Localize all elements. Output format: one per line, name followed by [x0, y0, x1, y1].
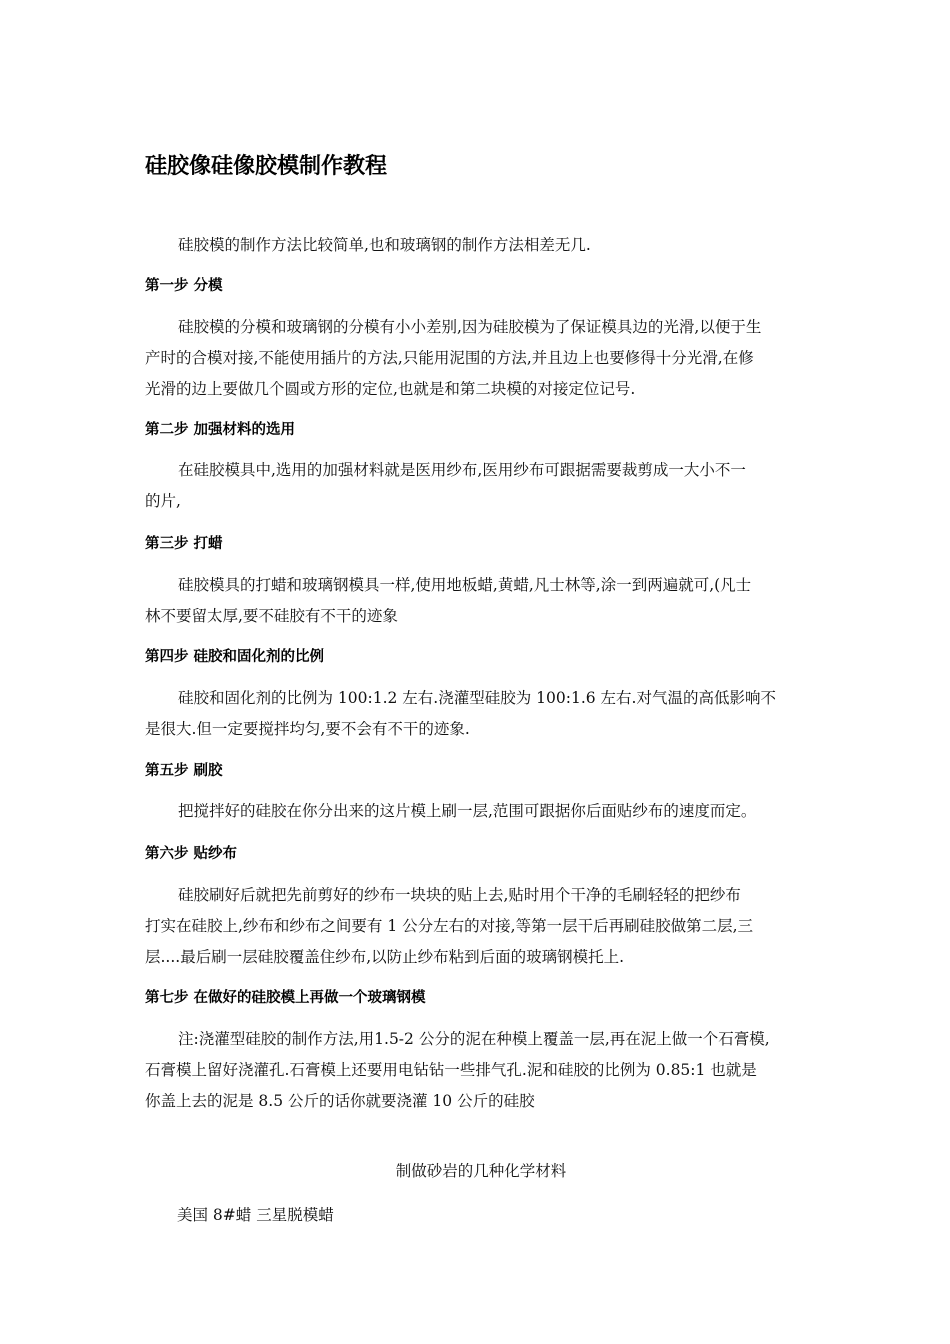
step-3-paragraph	[145, 570, 817, 632]
step-2-line-2: 的片,	[145, 492, 181, 510]
intro-paragraph	[145, 230, 817, 261]
step-7-paragraph	[145, 1024, 817, 1117]
step-4-line-2: 是很大.但一定要搅拌均匀,要不会有不干的迹象.	[145, 720, 470, 738]
materials-line: 美国 8#蜡 三星脱模蜡	[177, 1206, 334, 1224]
step-1-heading: 第一步 分模	[145, 278, 223, 294]
step-4-heading: 第四步 硅胶和固化剂的比例	[145, 649, 325, 665]
step-4-paragraph	[145, 683, 817, 745]
step-2-paragraph	[145, 455, 817, 517]
step-5-heading: 第五步 刷胶	[145, 763, 223, 779]
step-6-line-1: 硅胶刷好后就把先前剪好的纱布一块块的贴上去,贴时用个干净的毛刷轻轻的把纱布	[178, 886, 741, 904]
step-7-heading: 第七步 在做好的硅胶模上再做一个玻璃钢模	[145, 990, 426, 1006]
step-3-heading: 第三步 打蜡	[145, 536, 223, 552]
step-7-line-1: 注:浇灌型硅胶的制作方法,用1.5-2 公分的泥在种模上覆盖一层,再在泥上做一个石膏模,	[178, 1030, 770, 1048]
step-2-heading: 第二步 加强材料的选用	[145, 422, 296, 438]
step-6-line-2: 打实在硅胶上,纱布和纱布之间要有 1 公分左右的对接,等第一层干后再刷硅胶做第二层,三	[145, 917, 753, 935]
materials-subtitle: 制做砂岩的几种化学材料	[395, 1162, 567, 1180]
step-1-line-3: 光滑的边上要做几个圆或方形的定位,也就是和第二块模的对接定位记号.	[145, 380, 636, 398]
step-7-line-2: 石膏模上留好浇灌孔.石膏模上还要用电钻钻一些排气孔.泥和硅胶的比例为 0.85:1 也就是	[145, 1061, 757, 1079]
step-2-line-1: 在硅胶模具中,选用的加强材料就是医用纱布,医用纱布可跟据需要裁剪成一大小不一	[178, 461, 746, 479]
step-1-line-1: 硅胶模的分模和玻璃钢的分模有小小差别,因为硅胶模为了保证模具边的光滑,以便于生	[178, 318, 762, 336]
step-6-line-3: 层....最后刷一层硅胶覆盖住纱布,以防止纱布粘到后面的玻璃钢模托上.	[145, 948, 625, 966]
page-title: 硅胶像硅像胶模制作教程	[145, 154, 388, 179]
step-1-paragraph	[145, 312, 817, 405]
step-3-line-2: 林不要留太厚,要不硅胶有不干的迹象	[145, 607, 398, 625]
step-3-line-1: 硅胶模具的打蜡和玻璃钢模具一样,使用地板蜡,黄蜡,凡士林等,涂一到两遍就可,(凡士	[178, 576, 752, 594]
step-1-line-2: 产时的合模对接,不能使用插片的方法,只能用泥围的方法,并且边上也要修得十分光滑,在修	[145, 349, 754, 367]
step-6-paragraph	[145, 880, 817, 973]
step-5-line-1: 把搅拌好的硅胶在你分出来的这片模上刷一层,范围可跟据你后面贴纱布的速度而定。	[178, 802, 757, 820]
step-5-paragraph	[145, 796, 817, 827]
intro-line: 硅胶模的制作方法比较简单,也和玻璃钢的制作方法相差无几.	[178, 236, 591, 254]
step-4-line-1: 硅胶和固化剂的比例为 100:1.2 左右.浇灌型硅胶为 100:1.6 左右.对气温的高低影响不	[178, 689, 776, 707]
step-6-heading: 第六步 贴纱布	[145, 846, 238, 862]
step-7-line-3: 你盖上去的泥是 8.5 公斤的话你就要浇灌 10 公斤的硅胶	[145, 1092, 535, 1110]
